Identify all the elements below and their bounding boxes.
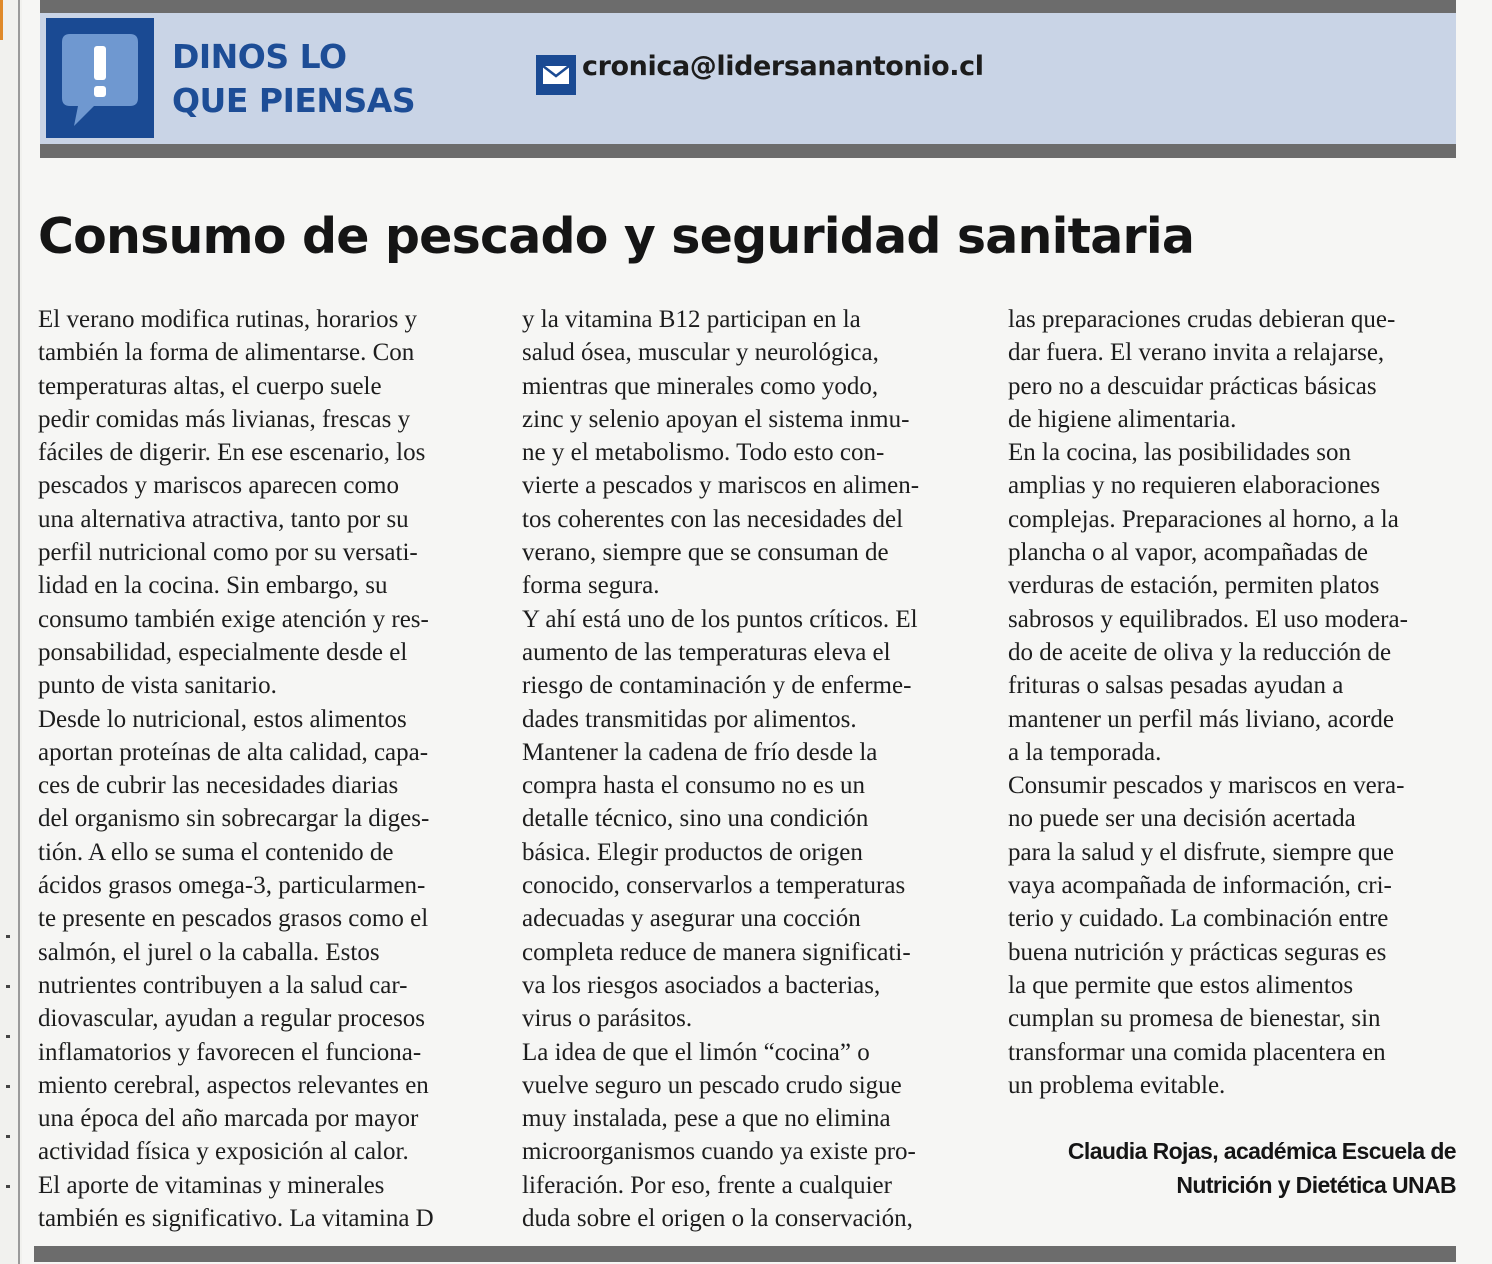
bottom-rule	[34, 1246, 1456, 1262]
article-text-line: y la vitamina B12 participan en la	[522, 306, 861, 333]
banner-title-line1: DINOS LO	[172, 37, 347, 76]
article-text-line: pero no a descuidar prácticas básicas	[1008, 372, 1377, 400]
article-text-line: dades transmitidas por alimentos.	[522, 705, 857, 733]
opinion-banner	[40, 13, 1456, 144]
article-text-line: ponsabilidad, especialmente desde el	[38, 638, 408, 666]
article-text-line: En la cocina, las posibilidades son	[1008, 439, 1351, 467]
signature-line-1: Claudia Rojas, académica Escuela de	[1067, 1138, 1456, 1164]
article-column-3	[1008, 303, 1460, 1102]
article-text-line: consumo también exige atención y res-	[38, 605, 429, 633]
author-signature	[1068, 1134, 1456, 1202]
article-text-line: frituras o salsas pesadas ayudan a	[1008, 672, 1344, 700]
article-text-line: verduras de estación, permiten platos	[1008, 572, 1380, 600]
article-text-line: va los riesgos asociados a bacterias,	[522, 971, 881, 999]
article-text-line: no puede ser una decisión acertada	[1008, 805, 1356, 833]
article-text-line: Y ahí está uno de los puntos críticos. El	[522, 605, 918, 633]
article-text-line: vuelve seguro un pescado crudo sigue	[522, 1071, 902, 1099]
article-text-line: adecuadas y asegurar una cocción	[522, 905, 861, 933]
article-text-line: sabrosos y equilibrados. El uso modera-	[1008, 605, 1408, 633]
article-text-line: mantener un perfil más liviano, acorde	[1008, 705, 1394, 733]
article-column-1	[38, 303, 508, 1235]
article-text-line: vierte a pescados y mariscos en alimen-	[522, 472, 920, 500]
article-text-line: do de aceite de oliva y la reducción de	[1008, 638, 1392, 666]
exclamation-speech-bubble-icon	[46, 18, 154, 138]
margin-rule	[18, 0, 20, 1264]
article-text-line: básica. Elegir productos de origen	[522, 838, 863, 866]
signature-line-2: Nutrición y Dietética UNAB	[1176, 1172, 1456, 1198]
article-text-line: las preparaciones crudas debieran que-	[1008, 306, 1396, 333]
article-text-line: ácidos grasos omega-3, particularmen-	[38, 872, 426, 900]
article-text-line: duda sobre el origen o la conservación,	[522, 1205, 913, 1233]
article-column-2	[522, 303, 992, 1235]
article-text-line: diovascular, ayudan a regular procesos	[38, 1005, 426, 1033]
margin-tick	[6, 985, 10, 988]
article-text-line: conocido, conservarlos a temperaturas	[522, 872, 906, 900]
article-text-line: lidad en la cocina. Sin embargo, su	[38, 572, 388, 600]
article-text-line: terio y cuidado. La combinación entre	[1008, 905, 1389, 933]
banner-title	[172, 35, 415, 123]
envelope-icon	[536, 55, 576, 95]
article-text-line: liferación. Por eso, frente a cualquier	[522, 1171, 892, 1199]
article-text-line: cumplan su promesa de bienestar, sin	[1008, 1005, 1381, 1033]
article-text-line: la que permite que estos alimentos	[1008, 971, 1354, 999]
article-text-line: plancha o al vapor, acompañadas de	[1008, 539, 1368, 567]
article-text-line: también es significativo. La vitamina D	[38, 1205, 434, 1233]
article-text-line: amplias y no requieren elaboraciones	[1008, 472, 1381, 500]
article-text-line: para la salud y el disfrute, siempre que	[1008, 838, 1394, 866]
margin-tick	[6, 1135, 10, 1138]
article-text-line: riesgo de contaminación y de enferme-	[522, 672, 912, 700]
article-text-line: te presente en pescados grasos como el	[38, 905, 429, 933]
article-text-line: de higiene alimentaria.	[1008, 405, 1237, 433]
banner-bottom-rule	[40, 144, 1456, 158]
article-text-line: del organismo sin sobrecargar la diges-	[38, 805, 430, 833]
article-text-line: forma segura.	[522, 572, 660, 600]
article-text-line: detalle técnico, sino una condición	[522, 805, 869, 833]
article-text-line: tos coherentes con las necesidades del	[522, 505, 904, 533]
article-text-line: verano, siempre que se consuman de	[522, 539, 889, 567]
article-text-line: pescados y mariscos aparecen como	[38, 472, 399, 500]
article-text-line: vaya acompañada de información, cri-	[1008, 872, 1392, 900]
page-left-margin	[0, 0, 22, 1264]
margin-tick	[6, 1185, 10, 1188]
top-rule	[40, 0, 1456, 13]
banner-title-line2: QUE PIENSAS	[172, 81, 416, 120]
article-headline: Consumo de pescado y seguridad sanitaria	[38, 208, 1195, 265]
article-text-line: muy instalada, pese a que no elimina	[522, 1105, 891, 1133]
article-text-line: nutrientes contribuyen a la salud car-	[38, 971, 408, 999]
article-text-line: microorganismos cuando ya existe pro-	[522, 1138, 916, 1166]
article-text-line: miento cerebral, aspectos relevantes en	[38, 1071, 429, 1099]
article-text-line: a la temporada.	[1008, 738, 1162, 766]
margin-color-mark	[0, 0, 3, 40]
article-text-line: una alternativa atractiva, tanto por su	[38, 505, 409, 533]
article-text-line: salmón, el jurel o la caballa. Estos	[38, 938, 380, 966]
article-text-line: ne y el metabolismo. Todo esto con-	[522, 439, 885, 467]
article-text-line: Desde lo nutricional, estos alimentos	[38, 705, 407, 733]
article-text-line: actividad física y exposición al calor.	[38, 1138, 409, 1166]
article-text-line: tión. A ello se suma el contenido de	[38, 838, 394, 866]
article-text-line: perfil nutricional como por su versati-	[38, 539, 418, 567]
article-text-line: virus o parásitos.	[522, 1005, 693, 1033]
article-text-line: zinc y selenio apoyan el sistema inmu-	[522, 405, 910, 433]
article-text-line: completa reduce de manera significati-	[522, 938, 911, 966]
article-text-line: compra hasta el consumo no es un	[522, 772, 865, 800]
article-text-line: también la forma de alimentarse. Con	[38, 339, 415, 367]
margin-tick	[6, 1035, 10, 1038]
article-text-line: Consumir pescados y mariscos en vera-	[1008, 772, 1405, 800]
article-text-line: transformar una comida placentera en	[1008, 1038, 1386, 1066]
article-text-line: aumento de las temperaturas eleva el	[522, 638, 891, 666]
margin-tick	[6, 1085, 10, 1088]
article-text-line: La idea de que el limón “cocina” o	[522, 1038, 870, 1066]
article-text-line: un problema evitable.	[1008, 1071, 1226, 1099]
article-text-line: una época del año marcada por mayor	[38, 1105, 419, 1133]
article-text-line: mientras que minerales como yodo,	[522, 372, 879, 400]
article-text-line: punto de vista sanitario.	[38, 672, 277, 700]
article-text-line: dar fuera. El verano invita a relajarse,	[1008, 339, 1385, 367]
article-text-line: complejas. Preparaciones al horno, a la	[1008, 505, 1399, 533]
article-text-line: aportan proteínas de alta calidad, capa-	[38, 738, 429, 766]
article-text-line: El aporte de vitaminas y minerales	[38, 1171, 385, 1199]
article-text-line: pedir comidas más livianas, frescas y	[38, 405, 411, 433]
article-text-line: fáciles de digerir. En ese escenario, los	[38, 439, 426, 467]
article-text-line: El verano modifica rutinas, horarios y	[38, 306, 418, 333]
article-text-line: Mantener la cadena de frío desde la	[522, 738, 878, 766]
contact-email[interactable]: cronica@lidersanantonio.cl	[582, 51, 984, 82]
article-text-line: salud ósea, muscular y neurológica,	[522, 339, 879, 367]
article-text-line: inflamatorios y favorecen el funciona-	[38, 1038, 422, 1066]
margin-tick	[6, 935, 10, 938]
article-text-line: temperaturas altas, el cuerpo suele	[38, 372, 382, 400]
article-text-line: ces de cubrir las necesidades diarias	[38, 772, 399, 800]
article-text-line: buena nutrición y prácticas seguras es	[1008, 938, 1387, 966]
